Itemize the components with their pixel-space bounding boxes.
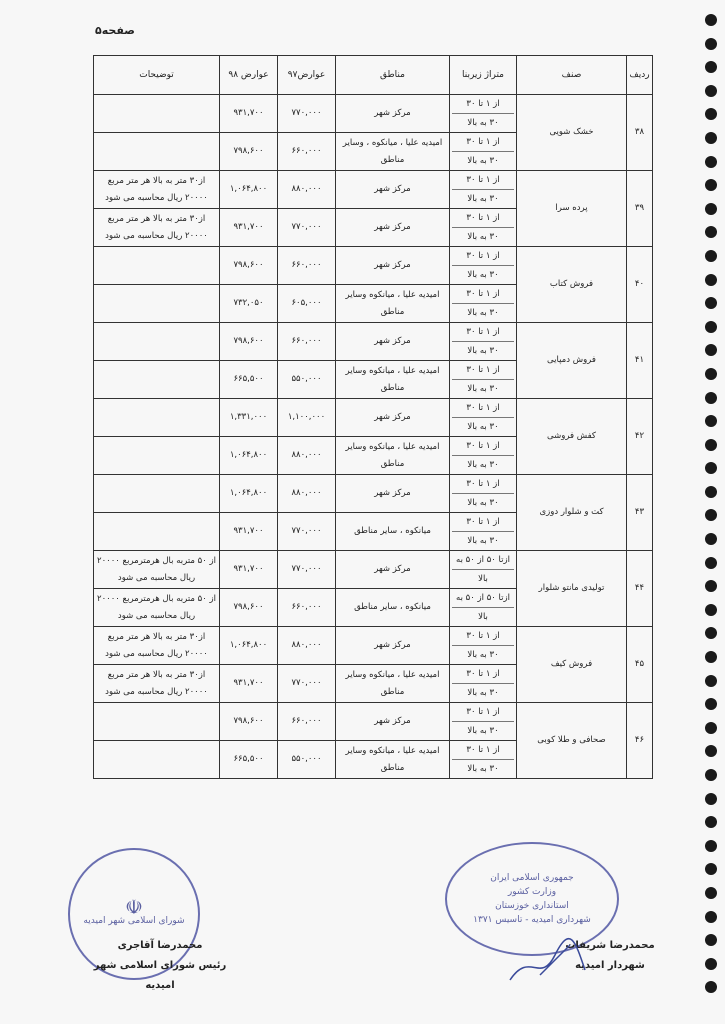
row-number: ۳۹ xyxy=(627,171,653,247)
header-row-number: ردیف xyxy=(627,56,653,95)
region: امیدیه علیا ، میانکوه وسایر مناطق xyxy=(336,285,450,323)
area-range-line: از ۱ تا ۳۰ xyxy=(452,513,514,532)
notes xyxy=(94,741,220,779)
fee-97: ۸۸۰,۰۰۰ xyxy=(278,171,336,209)
spiral-hole xyxy=(705,627,717,639)
spiral-hole xyxy=(705,274,717,286)
row-number: ۴۵ xyxy=(627,627,653,703)
fee-97: ۸۸۰,۰۰۰ xyxy=(278,437,336,475)
fee-97: ۵۵۰,۰۰۰ xyxy=(278,741,336,779)
area-range xyxy=(450,589,517,627)
area-range xyxy=(450,437,517,475)
trade-name: فروش کتاب xyxy=(517,247,627,323)
area-range-line: ۳۰ به بالا xyxy=(467,308,499,318)
area-range-line: از ۱ تا ۳۰ xyxy=(452,133,514,152)
fee-98: ۹۳۱,۷۰۰ xyxy=(220,665,278,703)
area-range-line: از ۱ تا ۳۰ xyxy=(452,247,514,266)
spiral-hole xyxy=(705,863,717,875)
spiral-hole xyxy=(705,38,717,50)
spiral-hole xyxy=(705,368,717,380)
region: مرکز شهر xyxy=(336,247,450,285)
fee-98: ۱,۰۶۴,۸۰۰ xyxy=(220,437,278,475)
fee-98: ۷۹۸,۶۰۰ xyxy=(220,703,278,741)
area-range-line: ۳۰ به بالا xyxy=(467,156,499,166)
fee-98: ۷۹۸,۶۰۰ xyxy=(220,589,278,627)
spiral-hole xyxy=(705,651,717,663)
table-row xyxy=(94,551,653,589)
notes: از ۵۰ متربه بال هرمترمربع ۲۰۰۰۰ ریال محاسبه می شود xyxy=(94,551,220,589)
area-range-line: ۳۰ به بالا xyxy=(467,650,499,660)
header-fee98: عوارض ۹۸ xyxy=(220,56,278,95)
spiral-hole xyxy=(705,156,717,168)
spiral-hole xyxy=(705,698,717,710)
council-signature xyxy=(90,936,230,996)
fee-98: ۱,۰۶۴,۸۰۰ xyxy=(220,171,278,209)
mayor-name: محمدرضا شریفات xyxy=(565,940,655,951)
area-range-line: بالا xyxy=(478,612,488,622)
region: مرکز شهر xyxy=(336,171,450,209)
spiral-hole xyxy=(705,226,717,238)
header-notes: توضیحات xyxy=(94,56,220,95)
region: مرکز شهر xyxy=(336,703,450,741)
table-row xyxy=(94,475,653,513)
spiral-hole xyxy=(705,533,717,545)
spiral-hole xyxy=(705,392,717,404)
notes xyxy=(94,247,220,285)
fee-97: ۸۸۰,۰۰۰ xyxy=(278,475,336,513)
table-row xyxy=(94,95,653,133)
area-range-line: از ۱ تا ۳۰ xyxy=(452,437,514,456)
fee-97: ۶۶۰,۰۰۰ xyxy=(278,703,336,741)
area-range xyxy=(450,247,517,285)
trade-name: فروش کیف xyxy=(517,627,627,703)
area-range xyxy=(450,399,517,437)
spiral-hole xyxy=(705,108,717,120)
spiral-binding xyxy=(705,14,719,1014)
area-range-line: ازتا ۵۰ از ۵۰ به xyxy=(452,551,514,570)
header-trade: صنف xyxy=(517,56,627,95)
fee-97: ۸۸۰,۰۰۰ xyxy=(278,627,336,665)
area-range-line: ۳۰ به بالا xyxy=(467,726,499,736)
table-row xyxy=(94,399,653,437)
spiral-hole xyxy=(705,580,717,592)
spiral-hole xyxy=(705,486,717,498)
spiral-hole xyxy=(705,415,717,427)
fee-97: ۷۷۰,۰۰۰ xyxy=(278,95,336,133)
region: مرکز شهر xyxy=(336,399,450,437)
fee-97: ۷۷۰,۰۰۰ xyxy=(278,551,336,589)
spiral-hole xyxy=(705,509,717,521)
area-range xyxy=(450,133,517,171)
region: امیدیه علیا ، میانکوه وسایر مناطق xyxy=(336,437,450,475)
table-row xyxy=(94,247,653,285)
fee-98: ۹۳۱,۷۰۰ xyxy=(220,209,278,247)
fee-97: ۱,۱۰۰,۰۰۰ xyxy=(278,399,336,437)
spiral-hole xyxy=(705,840,717,852)
trade-name: تولیدی مانتو شلوار xyxy=(517,551,627,627)
spiral-hole xyxy=(705,816,717,828)
area-range xyxy=(450,361,517,399)
trade-name: پرده سرا xyxy=(517,171,627,247)
area-range xyxy=(450,513,517,551)
area-range xyxy=(450,209,517,247)
spiral-hole xyxy=(705,745,717,757)
notes xyxy=(94,323,220,361)
region: مرکز شهر xyxy=(336,209,450,247)
area-range xyxy=(450,171,517,209)
spiral-hole xyxy=(705,14,717,26)
area-range xyxy=(450,741,517,779)
spiral-hole xyxy=(705,203,717,215)
area-range-line: ۳۰ به بالا xyxy=(467,688,499,698)
spiral-hole xyxy=(705,604,717,616)
fee-98: ۱,۳۳۱,۰۰۰ xyxy=(220,399,278,437)
area-range-line: از ۱ تا ۳۰ xyxy=(452,209,514,228)
spiral-hole xyxy=(705,250,717,262)
fee-97: ۵۵۰,۰۰۰ xyxy=(278,361,336,399)
table-row xyxy=(94,703,653,741)
spiral-hole xyxy=(705,557,717,569)
area-range-line: از ۱ تا ۳۰ xyxy=(452,323,514,342)
area-range xyxy=(450,95,517,133)
table-row xyxy=(94,171,653,209)
notes: از۳۰ متر به بالا هر متر مربع ۲۰۰۰۰ ریال محاسبه می شود xyxy=(94,627,220,665)
notes xyxy=(94,475,220,513)
fee-98: ۷۹۸,۶۰۰ xyxy=(220,323,278,361)
fee-98: ۶۶۵,۵۰۰ xyxy=(220,361,278,399)
mayor-signature-scribble xyxy=(500,930,595,990)
notes: از۳۰ متر به بالا هر متر مربع ۲۰۰۰۰ ریال محاسبه می شود xyxy=(94,209,220,247)
notes xyxy=(94,361,220,399)
header-area: متراژ زیربنا xyxy=(450,56,517,95)
spiral-hole xyxy=(705,934,717,946)
area-range xyxy=(450,703,517,741)
spiral-hole xyxy=(705,321,717,333)
row-number: ۴۲ xyxy=(627,399,653,475)
spiral-hole xyxy=(705,769,717,781)
spiral-hole xyxy=(705,675,717,687)
trade-name: کت و شلوار دوزی xyxy=(517,475,627,551)
row-number: ۴۶ xyxy=(627,703,653,779)
fee-98: ۶۶۵,۵۰۰ xyxy=(220,741,278,779)
region: مرکز شهر xyxy=(336,95,450,133)
region: امیدیه علیا ، میانکوه وسایر مناطق xyxy=(336,361,450,399)
tariff-table xyxy=(93,55,653,779)
region: مرکز شهر xyxy=(336,475,450,513)
row-number: ۴۴ xyxy=(627,551,653,627)
notes xyxy=(94,703,220,741)
notes xyxy=(94,513,220,551)
area-range-line: ازتا ۵۰ از ۵۰ به xyxy=(452,589,514,608)
header-region: مناطق xyxy=(336,56,450,95)
trade-name: فروش دمپایی xyxy=(517,323,627,399)
fee-97: ۶۶۰,۰۰۰ xyxy=(278,133,336,171)
fee-98: ۹۳۱,۷۰۰ xyxy=(220,95,278,133)
area-range xyxy=(450,551,517,589)
table-row xyxy=(94,627,653,665)
area-range xyxy=(450,475,517,513)
area-range xyxy=(450,665,517,703)
fee-98: ۹۳۱,۷۰۰ xyxy=(220,551,278,589)
region: میانکوه ، سایر مناطق xyxy=(336,589,450,627)
header-fee97: عوارض۹۷ xyxy=(278,56,336,95)
page-label: صفحه۵ xyxy=(95,24,135,37)
spiral-hole xyxy=(705,722,717,734)
region: مرکز شهر xyxy=(336,551,450,589)
area-range-line: ۳۰ به بالا xyxy=(467,118,499,128)
spiral-hole xyxy=(705,61,717,73)
fee-97: ۶۰۵,۰۰۰ xyxy=(278,285,336,323)
area-range-line: ۳۰ به بالا xyxy=(467,346,499,356)
notes: از ۵۰ متربه بال هرمترمربع ۲۰۰۰۰ ریال محاسبه می شود xyxy=(94,589,220,627)
spiral-hole xyxy=(705,439,717,451)
fee-97: ۷۷۰,۰۰۰ xyxy=(278,665,336,703)
spiral-hole xyxy=(705,887,717,899)
fee-97: ۶۶۰,۰۰۰ xyxy=(278,589,336,627)
area-range-line: از ۱ تا ۳۰ xyxy=(452,361,514,380)
area-range-line: ۳۰ به بالا xyxy=(467,422,499,432)
fee-98: ۱,۰۶۴,۸۰۰ xyxy=(220,475,278,513)
area-range-line: ۳۰ به بالا xyxy=(467,384,499,394)
spiral-hole xyxy=(705,132,717,144)
row-number: ۳۸ xyxy=(627,95,653,171)
region: میانکوه ، سایر مناطق xyxy=(336,513,450,551)
fee-97: ۶۶۰,۰۰۰ xyxy=(278,323,336,361)
notes xyxy=(94,95,220,133)
trade-name: خشک شویی xyxy=(517,95,627,171)
area-range-line: ۳۰ به بالا xyxy=(467,536,499,546)
spiral-hole xyxy=(705,911,717,923)
notes xyxy=(94,399,220,437)
region: مرکز شهر xyxy=(336,627,450,665)
council-head-title: رئیس شورای اسلامی شهر امیدیه xyxy=(93,960,227,991)
fee-98: ۹۳۱,۷۰۰ xyxy=(220,513,278,551)
spiral-hole xyxy=(705,85,717,97)
area-range-line: ۳۰ به بالا xyxy=(467,270,499,280)
fee-98: ۱,۰۶۴,۸۰۰ xyxy=(220,627,278,665)
row-number: ۴۱ xyxy=(627,323,653,399)
notes: از۳۰ متر به بالا هر متر مربع ۲۰۰۰۰ ریال محاسبه می شود xyxy=(94,665,220,703)
spiral-hole xyxy=(705,297,717,309)
notes: از۳۰ متر به بالا هر متر مربع ۲۰۰۰۰ ریال محاسبه می شود xyxy=(94,171,220,209)
area-range-line: ۳۰ به بالا xyxy=(467,764,499,774)
emblem-icon: ☫ xyxy=(125,895,143,919)
area-range-line: ۳۰ به بالا xyxy=(467,232,499,242)
row-number: ۴۳ xyxy=(627,475,653,551)
area-range-line: بالا xyxy=(478,574,488,584)
fee-97: ۶۶۰,۰۰۰ xyxy=(278,247,336,285)
area-range-line: از ۱ تا ۳۰ xyxy=(452,703,514,722)
spiral-hole xyxy=(705,462,717,474)
fee-98: ۷۳۲,۰۵۰ xyxy=(220,285,278,323)
fee-97: ۷۷۰,۰۰۰ xyxy=(278,513,336,551)
area-range-line: از ۱ تا ۳۰ xyxy=(452,627,514,646)
spiral-hole xyxy=(705,958,717,970)
area-range-line: ۳۰ به بالا xyxy=(467,194,499,204)
area-range-line: از ۱ تا ۳۰ xyxy=(452,171,514,190)
area-range-line: از ۱ تا ۳۰ xyxy=(452,741,514,760)
fee-97: ۷۷۰,۰۰۰ xyxy=(278,209,336,247)
notes xyxy=(94,133,220,171)
spiral-hole xyxy=(705,793,717,805)
council-stamp-text: شورای اسلامی شهر امیدیه xyxy=(83,916,185,926)
notes xyxy=(94,285,220,323)
area-range-line: از ۱ تا ۳۰ xyxy=(452,285,514,304)
region: مرکز شهر xyxy=(336,323,450,361)
table-header-row xyxy=(94,56,653,95)
region: امیدیه علیا ، میانکوه ، وسایر مناطق xyxy=(336,133,450,171)
area-range-line: از ۱ تا ۳۰ xyxy=(452,665,514,684)
municipality-stamp-text: جمهوری اسلامی ایران وزارت کشور استانداری خوزستان شهرداری امیدیه - تاسیس ۱۳۷۱ xyxy=(473,873,591,925)
area-range xyxy=(450,627,517,665)
region: امیدیه علیا ، میانکوه وسایر مناطق xyxy=(336,741,450,779)
row-number: ۴۰ xyxy=(627,247,653,323)
trade-name: کفش فروشی xyxy=(517,399,627,475)
area-range xyxy=(450,323,517,361)
region: امیدیه علیا ، میانکوه وسایر مناطق xyxy=(336,665,450,703)
table-row xyxy=(94,323,653,361)
area-range-line: ۳۰ به بالا xyxy=(467,460,499,470)
area-range-line: ۳۰ به بالا xyxy=(467,498,499,508)
area-range xyxy=(450,285,517,323)
area-range-line: از ۱ تا ۳۰ xyxy=(452,95,514,114)
notes xyxy=(94,437,220,475)
mayor-title: شهردار امیدیه xyxy=(575,960,645,971)
area-range-line: از ۱ تا ۳۰ xyxy=(452,475,514,494)
spiral-hole xyxy=(705,344,717,356)
spiral-hole xyxy=(705,179,717,191)
spiral-hole xyxy=(705,981,717,993)
fee-98: ۷۹۸,۶۰۰ xyxy=(220,247,278,285)
trade-name: صحافی و طلا کوبی xyxy=(517,703,627,779)
area-range-line: از ۱ تا ۳۰ xyxy=(452,399,514,418)
council-head-name: محمدرضا آقاجری xyxy=(117,940,203,951)
fee-98: ۷۹۸,۶۰۰ xyxy=(220,133,278,171)
